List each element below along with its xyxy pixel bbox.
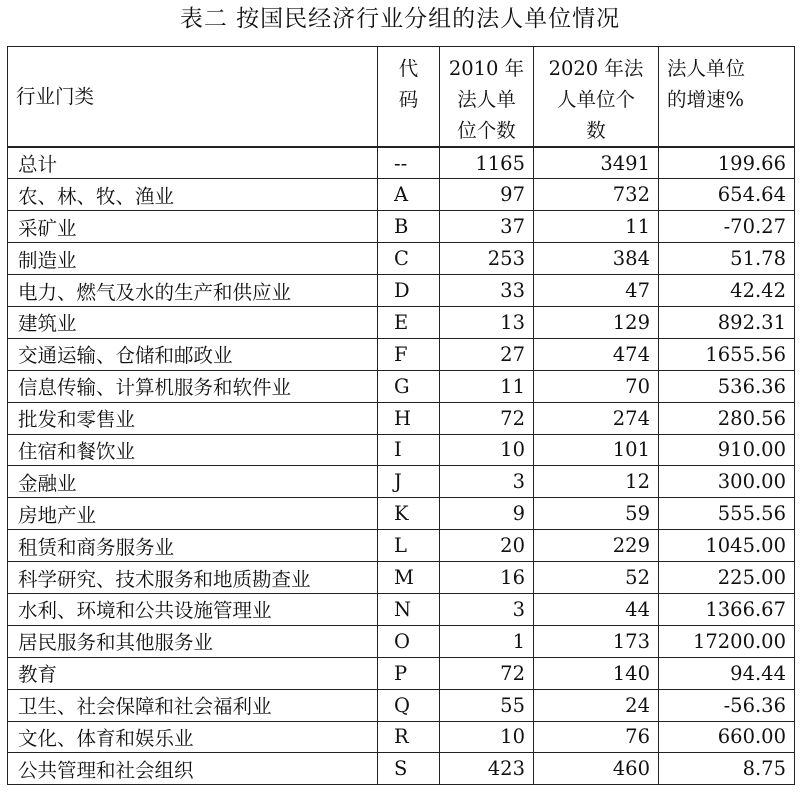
header-code [378, 47, 440, 148]
table-row [8, 338, 795, 370]
count-2020: 44 [534, 593, 659, 625]
count-2020: 12 [534, 466, 659, 498]
count-2010: 37 [440, 211, 534, 243]
count-2010: 16 [440, 562, 534, 594]
industry-code: R [378, 721, 440, 753]
industry-name: 居民服务和其他服务业 [8, 625, 378, 657]
count-2020: 3491 [534, 147, 659, 179]
table-row [8, 179, 795, 211]
growth-rate: 660.00 [659, 721, 795, 753]
table-row [8, 370, 795, 402]
count-2020: 47 [534, 275, 659, 307]
count-2010: 97 [440, 179, 534, 211]
table-row [8, 275, 795, 307]
industry-code: S [378, 753, 440, 785]
growth-rate: 536.36 [659, 370, 795, 402]
industry-code: O [378, 625, 440, 657]
growth-rate: 280.56 [659, 402, 795, 434]
industry-code: Q [378, 689, 440, 721]
growth-rate: 199.66 [659, 147, 795, 179]
table-row [8, 498, 795, 530]
growth-rate: 555.56 [659, 498, 795, 530]
industry-code: E [378, 306, 440, 338]
industry-code: D [378, 275, 440, 307]
industry-name: 制造业 [8, 243, 378, 275]
growth-rate: 42.42 [659, 275, 795, 307]
growth-rate: 1366.67 [659, 593, 795, 625]
count-2010: 11 [440, 370, 534, 402]
table-row [8, 402, 795, 434]
industry-name: 科学研究、技术服务和地质勘查业 [8, 562, 378, 594]
growth-rate: 51.78 [659, 243, 795, 275]
growth-rate: 654.64 [659, 179, 795, 211]
growth-rate: 892.31 [659, 306, 795, 338]
industry-code: H [378, 402, 440, 434]
table-row [8, 466, 795, 498]
table-row [8, 530, 795, 562]
industry-name: 采矿业 [8, 211, 378, 243]
count-2010: 1165 [440, 147, 534, 179]
count-2020: 70 [534, 370, 659, 402]
industry-table [7, 46, 795, 785]
growth-rate: 225.00 [659, 562, 795, 594]
count-2020: 101 [534, 434, 659, 466]
count-2020: 129 [534, 306, 659, 338]
industry-name: 房地产业 [8, 498, 378, 530]
table-row [8, 434, 795, 466]
growth-rate: -56.36 [659, 689, 795, 721]
count-2010: 27 [440, 338, 534, 370]
count-2020: 59 [534, 498, 659, 530]
header-row [8, 47, 795, 148]
industry-code: F [378, 338, 440, 370]
industry-name: 信息传输、计算机服务和软件业 [8, 370, 378, 402]
industry-name: 电力、燃气及水的生产和供应业 [8, 275, 378, 307]
table-row [8, 211, 795, 243]
header-2010-line: 2010 年 [448, 57, 525, 80]
count-2010: 55 [440, 689, 534, 721]
table-row [8, 625, 795, 657]
count-2020: 229 [534, 530, 659, 562]
table-row [8, 306, 795, 338]
growth-rate: 300.00 [659, 466, 795, 498]
count-2010: 33 [440, 275, 534, 307]
table-row [8, 753, 795, 785]
industry-name: 卫生、社会保障和社会福利业 [8, 689, 378, 721]
header-2010-line: 位个数 [457, 119, 516, 142]
count-2020: 11 [534, 211, 659, 243]
industry-code: G [378, 370, 440, 402]
growth-rate: 1655.56 [659, 338, 795, 370]
growth-rate: -70.27 [659, 211, 795, 243]
count-2020: 76 [534, 721, 659, 753]
industry-name: 建筑业 [8, 306, 378, 338]
header-2020-line: 2020 年法 [548, 57, 644, 80]
industry-name: 批发和零售业 [8, 402, 378, 434]
industry-name: 农、林、牧、渔业 [8, 179, 378, 211]
count-2010: 13 [440, 306, 534, 338]
count-2010: 423 [440, 753, 534, 785]
industry-code: M [378, 562, 440, 594]
header-growth-line: 法人单位 [667, 57, 746, 80]
total-row [8, 147, 795, 179]
industry-code: N [378, 593, 440, 625]
count-2010: 20 [440, 530, 534, 562]
table-row [8, 593, 795, 625]
count-2020: 384 [534, 243, 659, 275]
table-body [8, 147, 795, 785]
growth-rate: 8.75 [659, 753, 795, 785]
count-2010: 253 [440, 243, 534, 275]
industry-code: K [378, 498, 440, 530]
table-row [8, 562, 795, 594]
count-2020: 140 [534, 657, 659, 689]
header-code-line: 码 [398, 88, 419, 111]
header-growth-rate [659, 47, 795, 148]
count-2020: 474 [534, 338, 659, 370]
industry-code: B [378, 211, 440, 243]
count-2020: 732 [534, 179, 659, 211]
table-row [8, 657, 795, 689]
header-2020-line: 数 [586, 119, 606, 142]
industry-code: L [378, 530, 440, 562]
industry-name: 教育 [8, 657, 378, 689]
industry-name: 金融业 [8, 466, 378, 498]
growth-rate: 94.44 [659, 657, 795, 689]
count-2020: 460 [534, 753, 659, 785]
count-2010: 3 [440, 466, 534, 498]
industry-code: J [378, 466, 440, 498]
industry-name: 文化、体育和娱乐业 [8, 721, 378, 753]
industry-code: -- [378, 147, 440, 179]
table-row [8, 243, 795, 275]
table-title: 表二 按国民经济行业分组的法人单位情况 [179, 6, 621, 32]
table-row [8, 689, 795, 721]
growth-rate: 910.00 [659, 434, 795, 466]
header-growth-line: 的增速% [667, 88, 745, 111]
industry-code: A [378, 179, 440, 211]
count-2010: 72 [440, 402, 534, 434]
count-2010: 10 [440, 721, 534, 753]
count-2010: 1 [440, 625, 534, 657]
header-2020-line: 人单位个 [556, 88, 635, 111]
industry-name: 住宿和餐饮业 [8, 434, 378, 466]
table-row [8, 721, 795, 753]
header-2020-count [534, 47, 659, 148]
count-2010: 9 [440, 498, 534, 530]
count-2010: 72 [440, 657, 534, 689]
industry-name: 总计 [8, 147, 378, 179]
header-2010-count [440, 47, 534, 148]
industry-name: 水利、环境和公共设施管理业 [8, 593, 378, 625]
count-2020: 274 [534, 402, 659, 434]
industry-name: 租赁和商务服务业 [8, 530, 378, 562]
count-2020: 52 [534, 562, 659, 594]
header-2010-line: 法人单 [457, 88, 516, 111]
count-2020: 173 [534, 625, 659, 657]
count-2010: 10 [440, 434, 534, 466]
header-code-line: 代 [398, 57, 419, 80]
count-2010: 3 [440, 593, 534, 625]
industry-name: 交通运输、仓储和邮政业 [8, 338, 378, 370]
industry-name: 公共管理和社会组织 [8, 753, 378, 785]
industry-code: I [378, 434, 440, 466]
industry-code: C [378, 243, 440, 275]
industry-code: P [378, 657, 440, 689]
growth-rate: 17200.00 [659, 625, 795, 657]
growth-rate: 1045.00 [659, 530, 795, 562]
count-2020: 24 [534, 689, 659, 721]
header-industry: 行业门类 [8, 47, 378, 148]
